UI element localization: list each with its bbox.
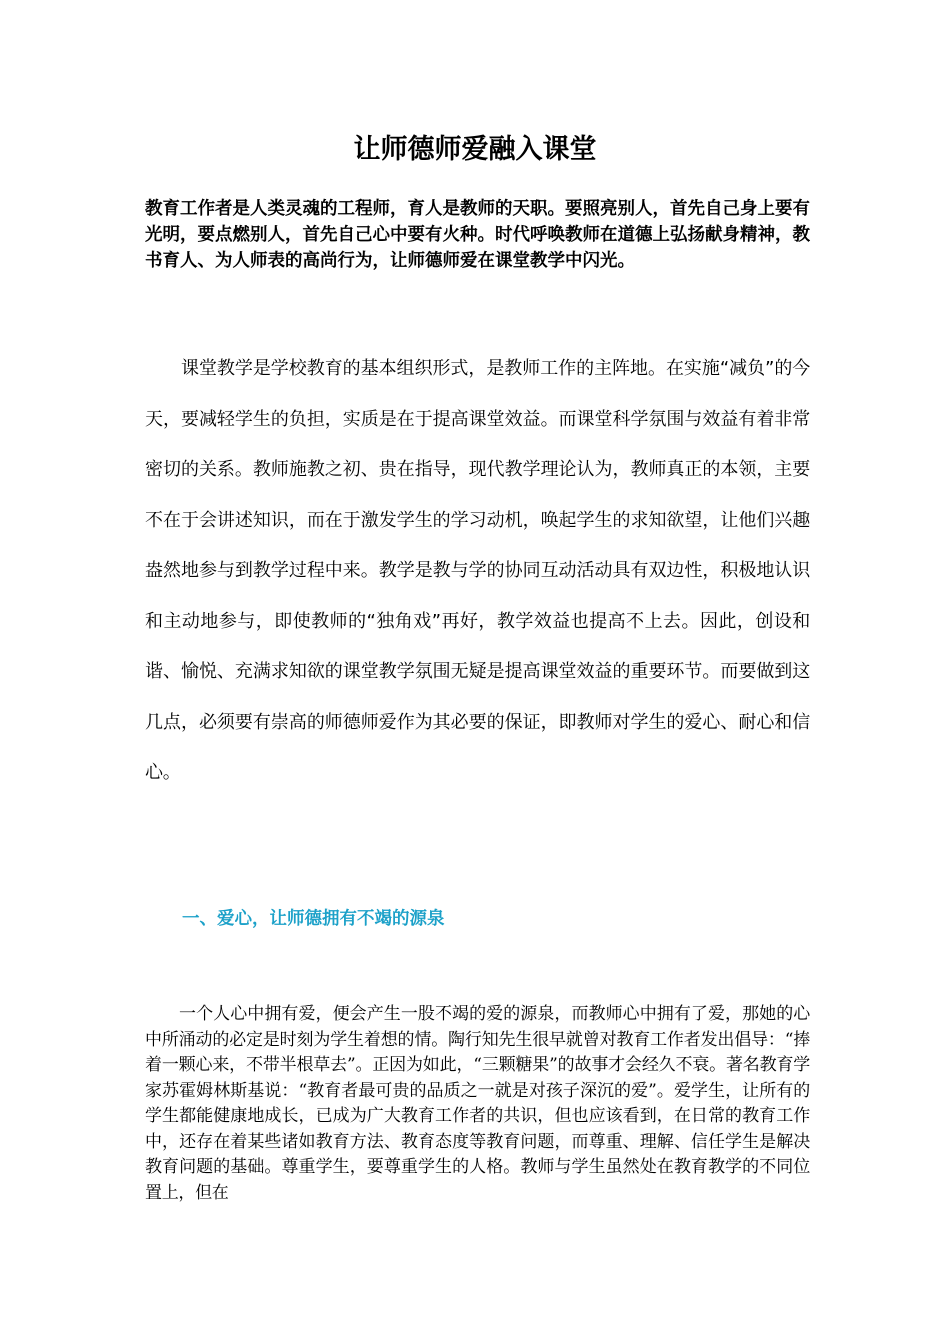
abstract-paragraph: 教育工作者是人类灵魂的工程师，育人是教师的天职。要照亮别人，首先自己身上要有光明，要点燃别人，首先自己心中要有火种。时代呼唤教师在道德上弘扬献身精神，教书育人、为人师表的高尚行为，让师德师爱在课堂教学中闪光。 xyxy=(145,199,810,271)
section-heading: 一、爱心，让师德拥有不竭的源泉 xyxy=(182,909,445,929)
body-paragraph-1: 课堂教学是学校教育的基本组织形式，是教师工作的主阵地。在实施“减负”的今天，要减轻学生的负担，实质是在于提高课堂效益。而课堂科学氛围与效益有着非常密切的关系。教师施教之初、贵在指导，现代教学理论认为，教师真正的本领，主要不在于会讲述知识，而在于激发学生的学习动机，唤起学生的求知欲望，让他们兴趣盎然地参与到教学过程中来。教学是教与学的协同互动活动具有双边性，积极地认识和主动地参与，即使教师的“独角戏”再好，教学效益也提高不上去。因此，创设和谐、愉悦、充满求知欲的课堂教学氛围无疑是提高课堂效益的重要环节。而要做到这几点，必须要有崇高的师德师爱作为其必要的保证，即教师对学生的爱心、耐心和信心。 xyxy=(145,358,810,783)
document-title: 让师德师爱融入课堂 xyxy=(353,134,597,165)
body-paragraph-2: 一个人心中拥有爱，便会产生一股不竭的爱的源泉，而教师心中拥有了爱，那她的心中所涌动的必定是时刻为学生着想的情。陶行知先生很早就曾对教育工作者发出倡导：“捧着一颗心来，不带半根草去”。正因为如此，“三颗糖果”的故事才会经久不衰。著名教育学家苏霍姆林斯基说：“教育者最可贵的品质之一就是对孩子深沉的爱”。爱学生，让所有的学生都能健康地成长，已成为广大教育工作者的共识，但也应该看到，在日常的教育工作中，还存在着某些诸如教育方法、教育态度等教育问题，而尊重、理解、信任学生是解决教育问题的基础。尊重学生，要尊重学生的人格。教师与学生虽然处在教育教学的不同位置上，但在 xyxy=(145,1004,810,1203)
